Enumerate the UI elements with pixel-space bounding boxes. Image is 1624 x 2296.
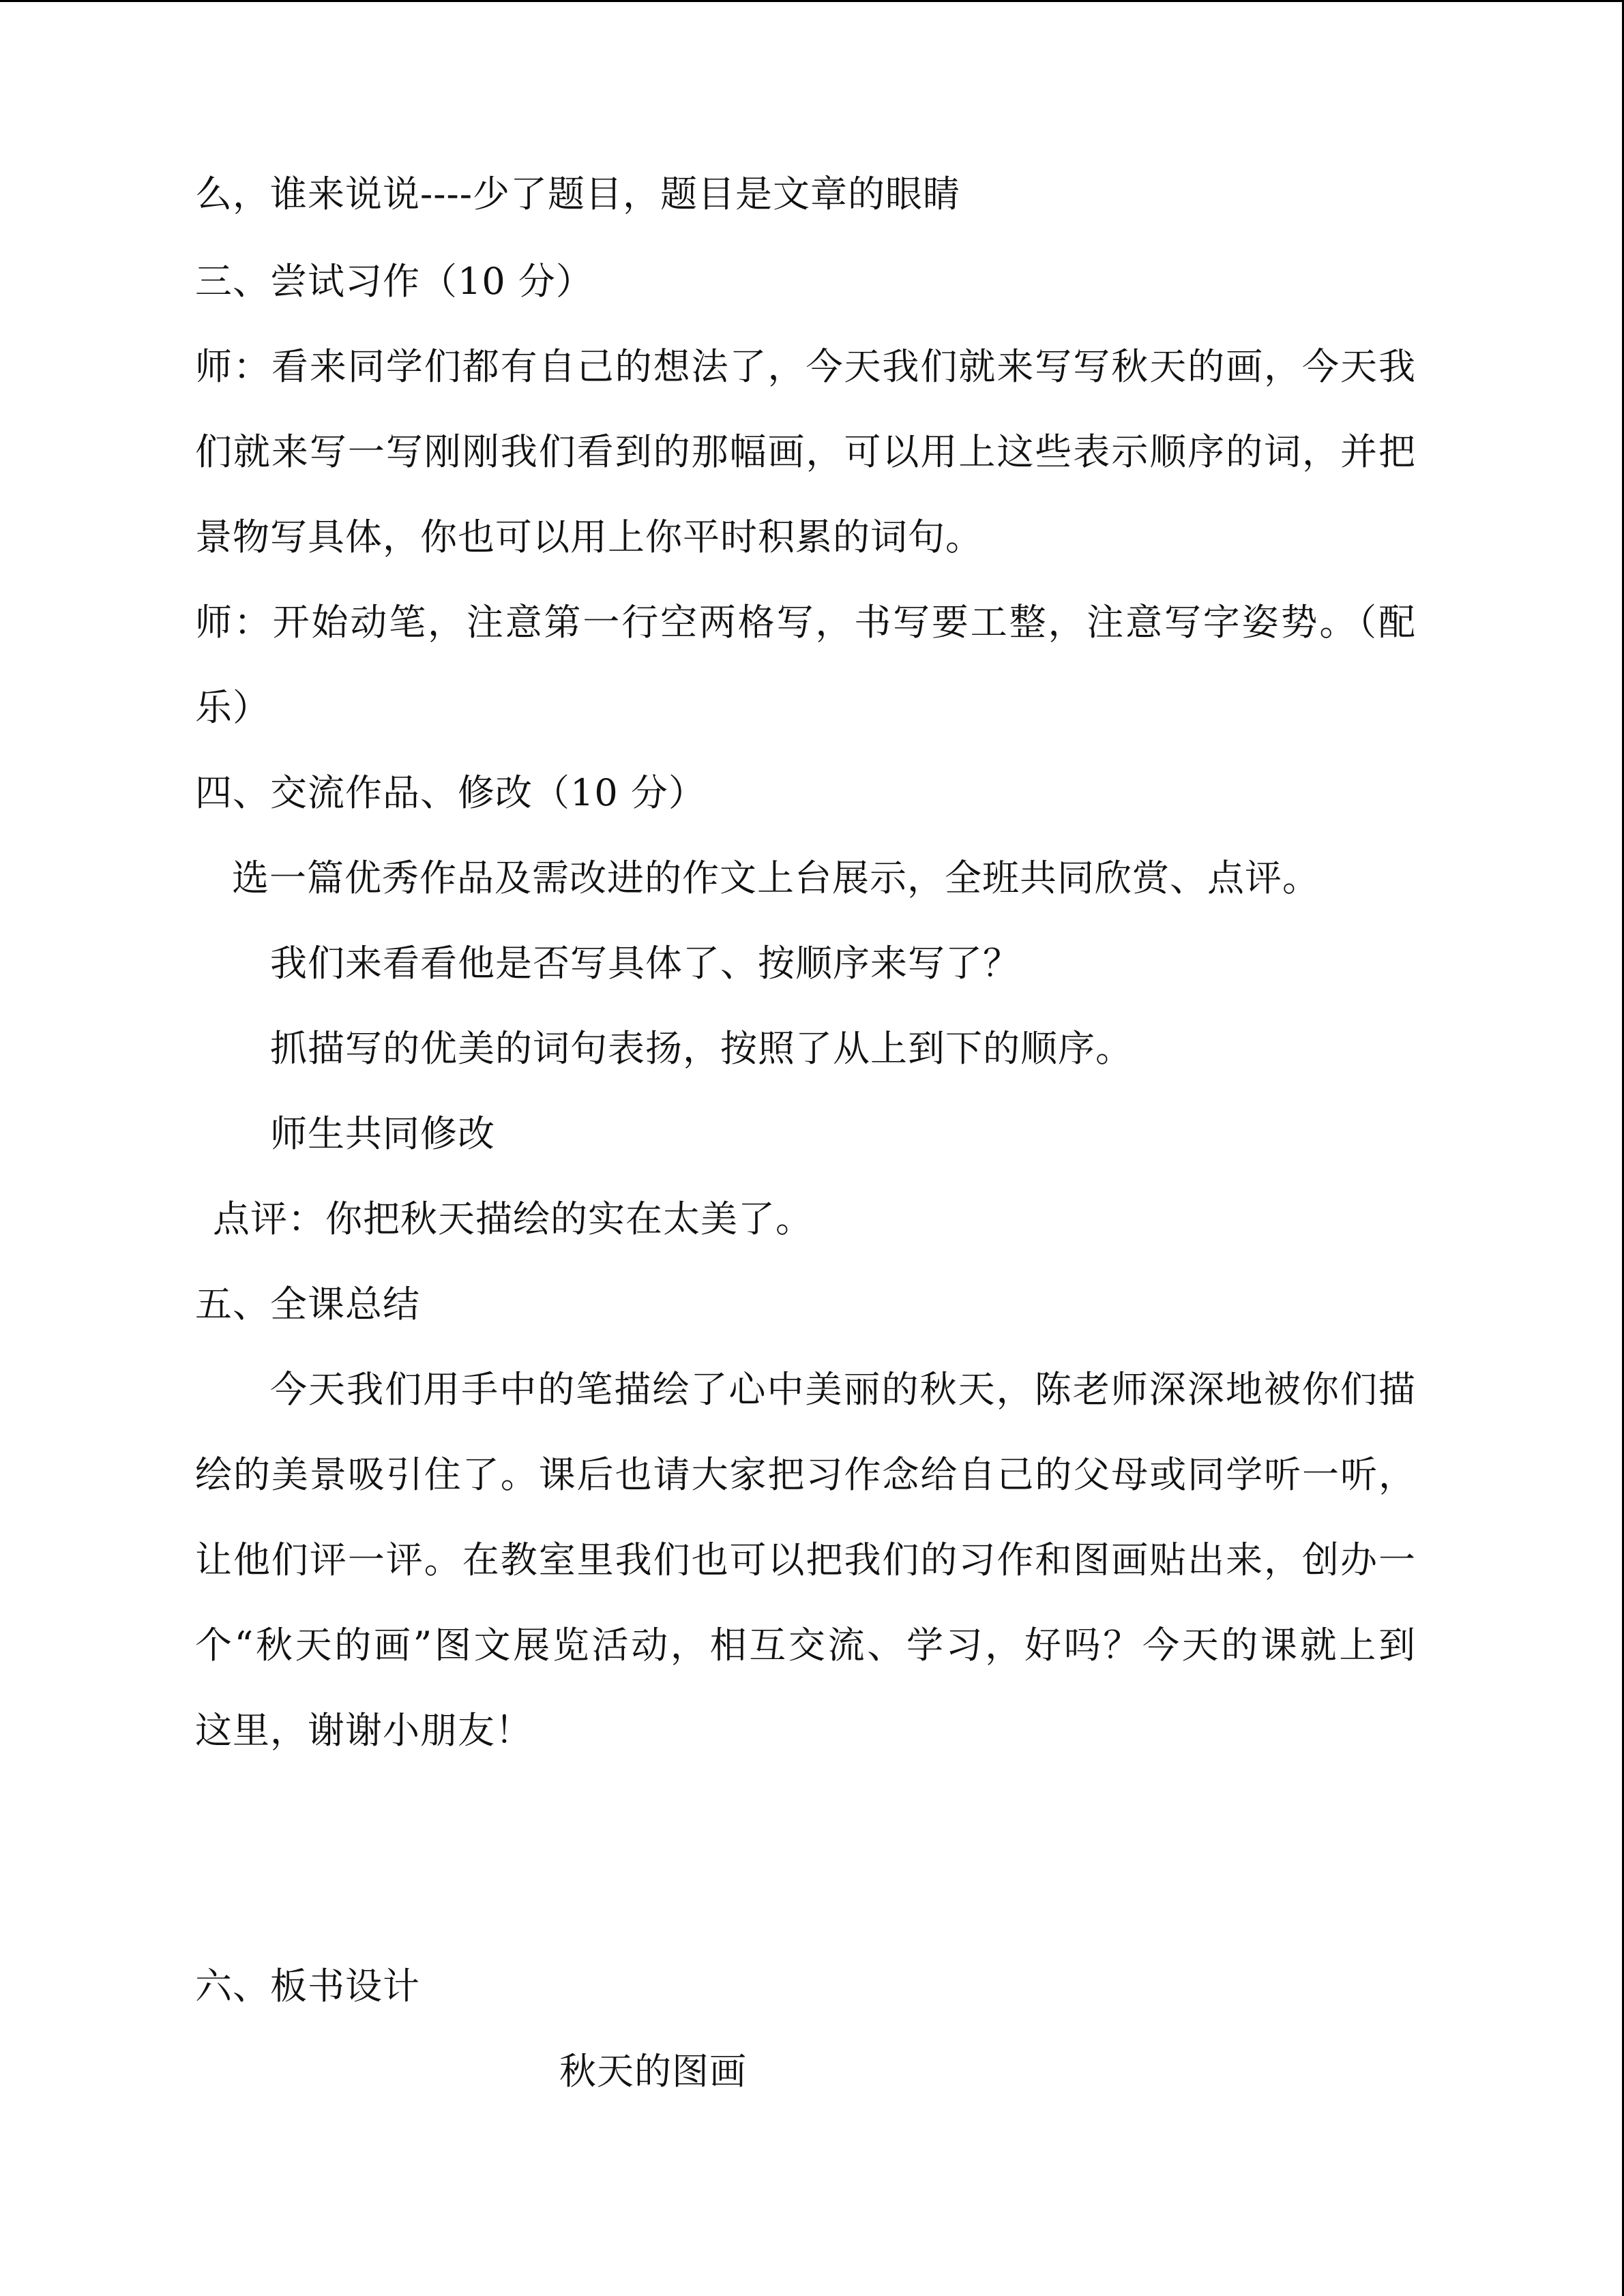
paragraph-line: 么，谁来说说----少了题目，题目是文章的眼睛 (195, 173, 960, 215)
paragraph-line: 让他们评一评。在教室里我们也可以把我们的习作和图画贴出来，创办一 (195, 1538, 1416, 1581)
paragraph-line: 点评：你把秋天描绘的实在太美了。 (213, 1197, 813, 1240)
paragraph-line: 绘的美景吸引住了。课后也请大家把习作念给自己的父母或同学听一听， (195, 1453, 1416, 1496)
paragraph-line: 师：看来同学们都有自己的想法了，今天我们就来写写秋天的画，今天我 (195, 345, 1416, 388)
paragraph-line: 我们来看看他是否写具体了、按顺序来写了？ (270, 942, 1020, 985)
paragraph-line: 今天我们用手中的笔描绘了心中美丽的秋天，陈老师深深地被你们描 (270, 1368, 1416, 1411)
paragraph-line: 个“秋天的画”图文展览活动，相互交流、学习，好吗？今天的课就上到 (195, 1624, 1416, 1667)
paragraph-line: 师生共同修改 (270, 1112, 495, 1155)
paragraph-line: 乐） (195, 686, 270, 729)
paragraph-line: 这里，谢谢小朋友！ (195, 1709, 533, 1752)
page-border-top (0, 0, 1624, 2)
paragraph-line: 们就来写一写刚刚我们看到的那幅画，可以用上这些表示顺序的词，并把 (195, 430, 1416, 473)
paragraph-line: 景物写具体，你也可以用上你平时积累的词句。 (195, 516, 983, 558)
board-title: 秋天的图画 (559, 2050, 747, 2093)
section-heading-4: 四、交流作品、修改（10 分） (195, 771, 706, 814)
section-heading-6: 六、板书设计 (195, 1965, 420, 2008)
section-heading-3: 三、尝试习作（10 分） (195, 260, 593, 303)
paragraph-line: 选一篇优秀作品及需改进的作文上台展示，全班共同欣赏、点评。 (232, 856, 1320, 899)
paragraph-line: 抓描写的优美的词句表扬，按照了从上到下的顺序。 (270, 1027, 1133, 1070)
section-heading-5: 五、全课总结 (195, 1283, 420, 1326)
paragraph-line: 师：开始动笔，注意第一行空两格写，书写要工整，注意写字姿势。（配 (195, 601, 1416, 644)
